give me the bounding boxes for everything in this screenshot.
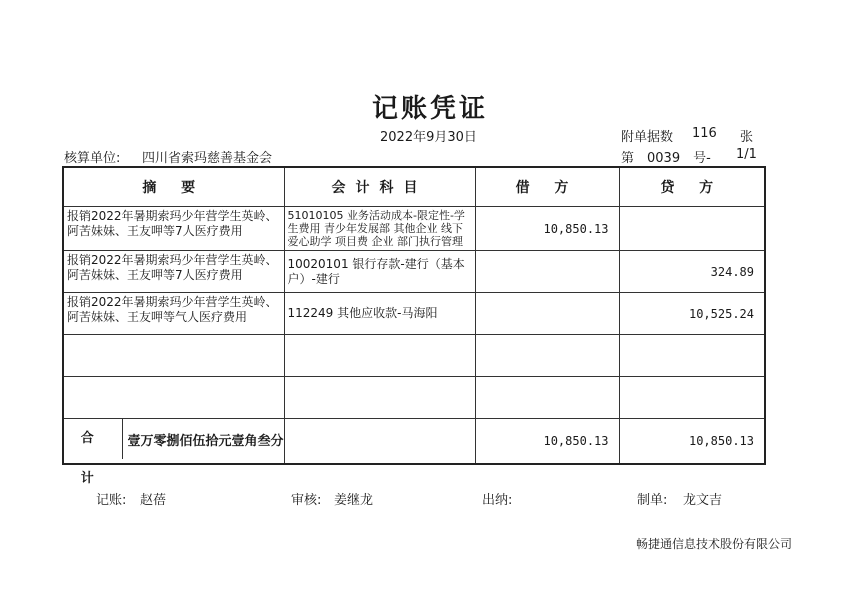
software-company: 畅捷通信息技术股份有限公司 bbox=[635, 537, 792, 551]
reviewer-label: 审核: bbox=[291, 493, 322, 508]
table-row bbox=[63, 251, 765, 293]
preparer-label: 制单: bbox=[637, 493, 668, 508]
row-summary: 报销2022年暑期索玛少年营学生英岭、阿苦妹妹、王友呷等7人医疗费用 bbox=[63, 207, 284, 251]
preparer-name: 龙文吉 bbox=[683, 493, 723, 508]
row-account: 10020101 银行存款-建行（基本户）-建行 bbox=[284, 251, 475, 293]
row-debit bbox=[475, 293, 619, 335]
reviewer-name: 姜继龙 bbox=[334, 493, 374, 508]
table-row-empty bbox=[63, 335, 765, 377]
attachments-unit: 张 bbox=[740, 130, 754, 145]
row-summary: 报销2022年暑期索玛少年营学生英岭、阿苦妹妹、王友呷等气人医疗费用 bbox=[63, 293, 284, 335]
row-summary: 报销2022年暑期索玛少年营学生英岭、阿苦妹妹、王友呷等7人医疗费用 bbox=[63, 251, 284, 293]
row-credit bbox=[619, 207, 765, 251]
attachments-label: 附单据数 bbox=[621, 130, 674, 145]
row-credit: 324.89 bbox=[619, 251, 765, 293]
row-debit: 10,850.13 bbox=[475, 207, 619, 251]
voucher-number: 第 0039 号- bbox=[621, 151, 711, 166]
bookkeeper-label: 记账: bbox=[96, 493, 127, 508]
row-account: 112249 其他应收款-马海阳 bbox=[284, 293, 475, 335]
row-debit bbox=[475, 251, 619, 293]
voucher-table bbox=[62, 166, 766, 486]
voucher-page: 1/1 bbox=[736, 147, 757, 162]
table-row-empty bbox=[63, 377, 765, 419]
header-credit: 贷 方 bbox=[619, 167, 765, 207]
organization-name: 四川省索玛慈善基金会 bbox=[142, 151, 273, 166]
voucher-title: 记账凭证 bbox=[371, 94, 488, 124]
total-credit: 10,850.13 bbox=[619, 419, 765, 465]
total-debit: 10,850.13 bbox=[475, 419, 619, 465]
header-summary: 摘 要 bbox=[63, 167, 284, 207]
table-header-row bbox=[63, 167, 765, 207]
header-debit: 借 方 bbox=[475, 167, 619, 207]
voucher-date: 2022年9月30日 bbox=[380, 130, 477, 145]
total-amount-words: 壹万零捌佰伍拾元壹角叁分 bbox=[127, 433, 284, 449]
row-account: 51010105 业务活动成本-限定性-学生费用 青少年发展部 其他企业 线下爱心助学 项目费 企业 部门执行管理 bbox=[284, 207, 475, 251]
table-row bbox=[63, 293, 765, 335]
bookkeeper-name: 赵蓓 bbox=[140, 493, 167, 508]
total-label: 合 计 bbox=[64, 419, 123, 459]
total-cell bbox=[63, 419, 284, 486]
total-row bbox=[63, 419, 765, 465]
cashier-label: 出纳: bbox=[482, 493, 513, 508]
table-row bbox=[63, 207, 765, 251]
header-account: 会计科目 bbox=[284, 167, 475, 207]
organization-label: 核算单位: bbox=[64, 151, 121, 166]
row-credit: 10,525.24 bbox=[619, 293, 765, 335]
attachments-count: 116 bbox=[692, 126, 717, 141]
